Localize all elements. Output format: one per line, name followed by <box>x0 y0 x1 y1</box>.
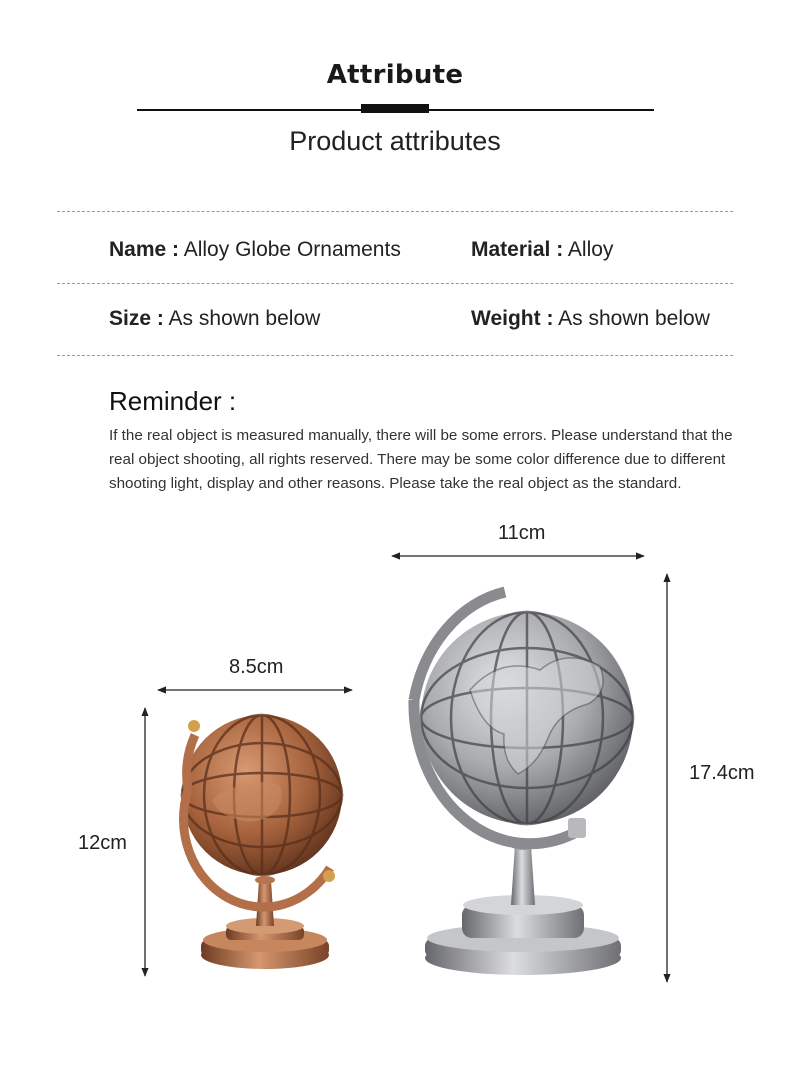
attribute-name-key: Name : <box>109 238 180 261</box>
attribute-size-value: As shown below <box>168 307 321 330</box>
small-bronze-globe <box>182 715 342 969</box>
large-silver-globe <box>414 592 633 975</box>
small-height-label: 12cm <box>78 832 127 854</box>
attribute-weight-key: Weight : <box>471 307 554 330</box>
reminder-text: If the real object is measured manually, there will be some errors. Please understand that the real object shooting, all rights reserved. There may be some color difference due to different shooting light, display and other reasons. Please take the real object as the standard. <box>109 427 733 492</box>
attribute-weight-value: As shown below <box>558 307 710 330</box>
large-width-label: 11cm <box>498 522 546 544</box>
large-height-label: 17.4cm <box>689 762 755 784</box>
attribute-size-key: Size : <box>109 307 164 330</box>
attribute-name-value: Alloy Globe Ornaments <box>183 238 401 261</box>
reminder-heading: Reminder : <box>109 386 237 416</box>
attribute-material-key: Material : <box>471 238 564 261</box>
small-width-label: 8.5cm <box>229 656 284 678</box>
section-subtitle: Product attributes <box>289 126 501 156</box>
section-title: Attribute <box>326 60 464 90</box>
attribute-material-value: Alloy <box>567 238 614 261</box>
